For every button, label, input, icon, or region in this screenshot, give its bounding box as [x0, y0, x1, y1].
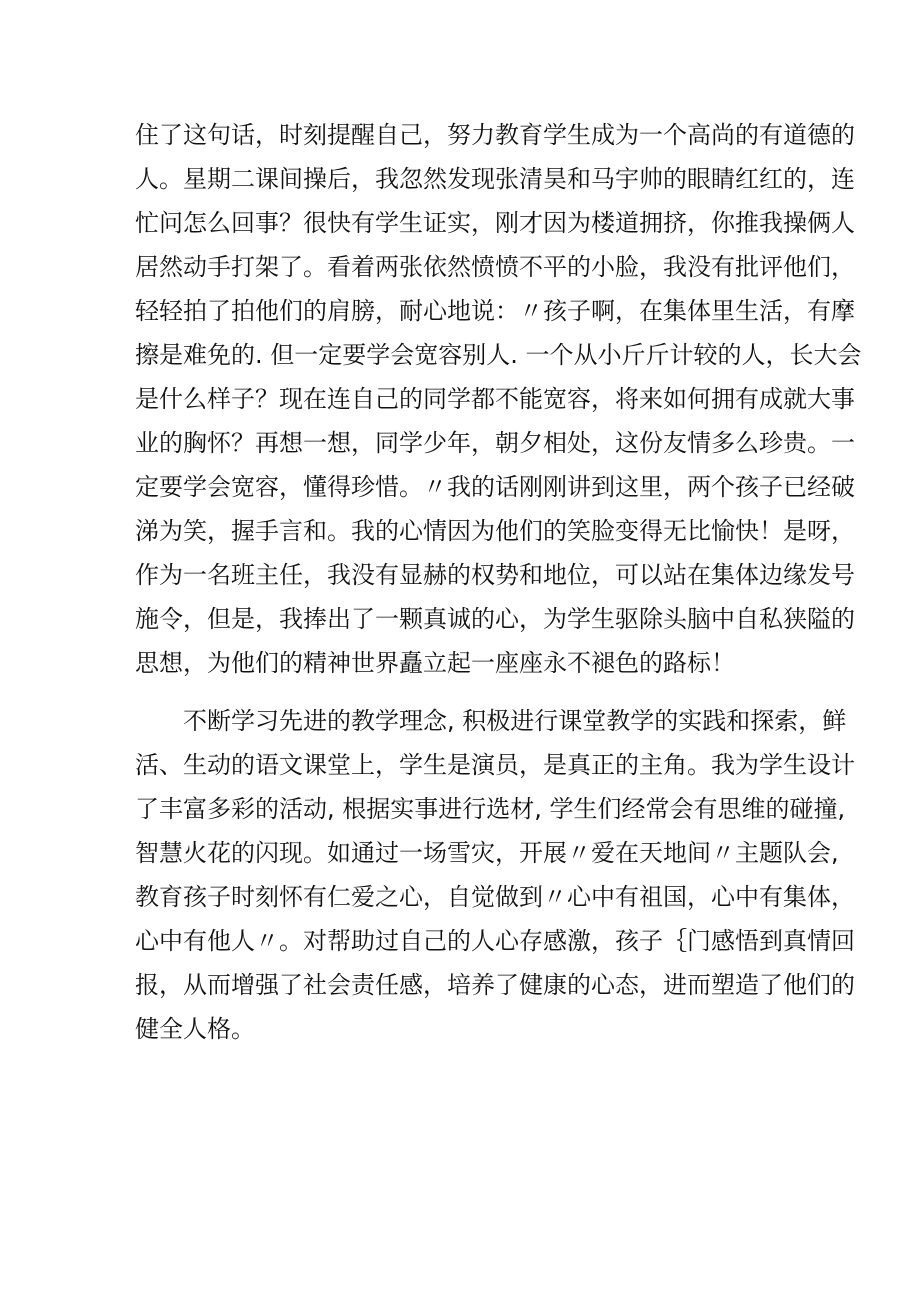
paragraph-line: 涕为笑，握手言和。我的心情因为他们的笑脸变得无比愉快！是呀， — [135, 517, 855, 545]
paragraph-line: 人。星期二课间操后，我忽然发现张清昊和马宇帅的眼睛红红的，连 — [135, 165, 855, 193]
paragraph-line: 作为一名班主任，我没有显赫的权势和地位，可以站在集体边缘发号 — [135, 561, 855, 589]
document-body — [135, 113, 862, 1051]
paragraph-line: 业的胸怀？再想一想，同学少年，朝夕相处，这份友情多么珍贵。一 — [135, 429, 855, 457]
paragraph-first-line: 不断学习先进的教学理念, 积极进行课堂教学的实践和探索，鲜 — [183, 707, 847, 735]
paragraph-line: 忙问怎么回事？很快有学生证实，刚才因为楼道拥挤，你推我操俩人 — [135, 209, 855, 237]
paragraph-1 — [135, 113, 862, 685]
paragraph-line: 教育孩子时刻怀有仁爱之心，自觉做到〃心中有祖国，心中有集体， — [135, 883, 855, 911]
paragraph-line: 心中有他人〃。对帮助过自己的人心存感激，孩子｛门感悟到真情回 — [135, 927, 855, 955]
paragraph-line: 擦是难免的. 但一定要学会宽容别人. 一个从小斤斤计较的人，长大会 — [135, 341, 862, 369]
paragraph-line: 智慧火花的闪现。如通过一场雪灾，开展〃爱在天地间〃主题队会, — [135, 839, 839, 867]
paragraph-line: 定要学会宽容，懂得珍惜。〃我的话刚刚讲到这里，两个孩子已经破 — [135, 473, 855, 501]
paragraph-line: 了丰富多彩的活动, 根据实事进行选材, 学生们经常会有思维的碰撞, — [135, 795, 846, 823]
paragraph-line: 报，从而增强了社会责任感，培养了健康的心态，进而塑造了他们的 — [135, 971, 855, 999]
paragraph-line: 思想，为他们的精神世界矗立起一座座永不褪色的路标！ — [135, 649, 735, 677]
paragraph-line: 是什么样子？现在连自己的同学都不能宽容，将来如何拥有成就大事 — [135, 385, 855, 413]
paragraph-line: 活、生动的语文课堂上，学生是演员，是真正的主角。我为学生设计 — [135, 751, 855, 779]
paragraph-line: 住了这句话，时刻提醒自己，努力教育学生成为一个高尚的有道德的 — [135, 121, 855, 149]
paragraph-spacer — [135, 685, 795, 699]
paragraph-line: 居然动手打架了。看着两张依然愤愤不平的小脸，我没有批评他们， — [135, 253, 855, 281]
paragraph-line: 轻轻拍了拍他们的肩膀，耐心地说：〃孩子啊，在集体里生活，有摩 — [135, 297, 855, 325]
paragraph-2 — [135, 699, 855, 1051]
paragraph-line: 施令，但是，我捧出了一颗真诚的心，为学生驱除头脑中自私狭隘的 — [135, 605, 855, 633]
paragraph-line: 健全人格。 — [135, 1015, 255, 1043]
